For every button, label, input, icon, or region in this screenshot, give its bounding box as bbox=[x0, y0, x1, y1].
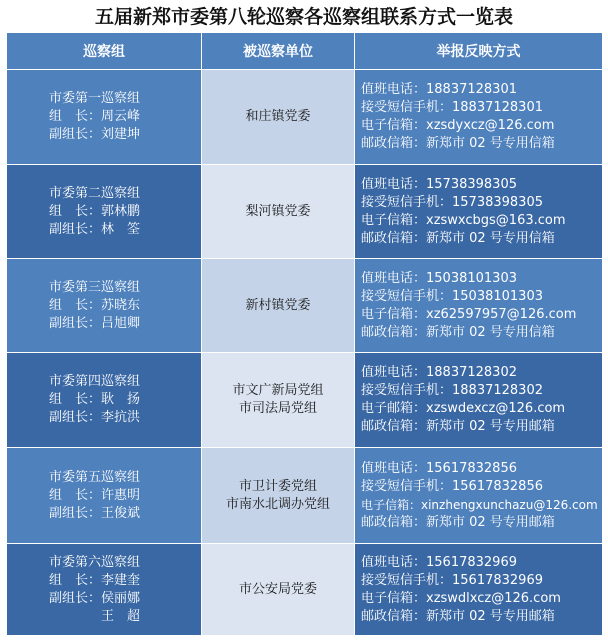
group-deputy: 副组长：李抗洪 bbox=[49, 410, 141, 425]
postal-box: 邮政信箱：新郑市 02 号专用邮箱 bbox=[361, 608, 555, 624]
duty-phone: 值班电话：15038101303 bbox=[361, 270, 517, 286]
table-row bbox=[7, 70, 603, 165]
table-row bbox=[7, 259, 603, 353]
contact-cell bbox=[355, 165, 603, 259]
duty-phone: 值班电话：18837128302 bbox=[361, 365, 517, 380]
group-name: 市委第四巡察组 bbox=[49, 374, 141, 389]
group-cell bbox=[7, 70, 202, 165]
unit-cell bbox=[202, 70, 355, 165]
duty-phone: 值班电话：15617832969 bbox=[361, 554, 517, 570]
unit-name-2: 市司法局党组 bbox=[238, 401, 317, 416]
unit-name: 市公安局党委 bbox=[238, 581, 317, 597]
group-deputy: 副组长：刘建坤 bbox=[49, 127, 141, 142]
page-title: 五届新郑市委第八轮巡察各巡察组联系方式一览表 bbox=[94, 6, 513, 28]
group-deputy: 副组长：王俊斌 bbox=[49, 505, 141, 521]
group-cell bbox=[7, 165, 202, 259]
unit-cell bbox=[202, 165, 355, 259]
sms-phone: 接受短信手机：15038101303 bbox=[361, 288, 543, 304]
group-leader: 组 长：许惠明 bbox=[49, 487, 141, 503]
unit-cell bbox=[202, 448, 355, 544]
group-cell bbox=[7, 353, 202, 448]
unit-name: 和庄镇党委 bbox=[245, 109, 311, 124]
group-leader: 组 长：苏晓东 bbox=[49, 297, 141, 313]
unit-cell bbox=[202, 259, 355, 353]
group-name: 市委第三巡察组 bbox=[49, 279, 141, 295]
sms-phone: 接受短信手机：15617832969 bbox=[361, 572, 543, 588]
duty-phone: 值班电话：15617832856 bbox=[361, 460, 517, 476]
group-cell bbox=[7, 259, 202, 353]
contact-cell bbox=[355, 259, 603, 353]
unit-cell bbox=[202, 353, 355, 448]
group-deputy: 副组长：侯丽娜 bbox=[49, 590, 141, 606]
unit-name: 梨河镇党委 bbox=[245, 203, 311, 219]
contact-cell bbox=[355, 353, 603, 448]
postal-box: 邮政信箱：新郑市 02 号专用信箱 bbox=[361, 136, 555, 151]
duty-phone: 值班电话：18837128301 bbox=[361, 82, 517, 97]
header-inspection-group: 巡察组 bbox=[7, 33, 202, 70]
table-row bbox=[7, 544, 603, 636]
group-deputy-2: 王 超 bbox=[101, 608, 141, 624]
group-leader: 组 长：李建奎 bbox=[49, 572, 141, 588]
unit-name: 市卫计委党组 bbox=[238, 478, 317, 494]
postal-box: 邮政信箱：新郑市 02 号专用邮箱 bbox=[361, 514, 555, 530]
email: 电子信箱：xzswxcbgs@163.com bbox=[361, 212, 566, 228]
table-row bbox=[7, 165, 603, 259]
group-leader: 组 长：周云峰 bbox=[49, 109, 141, 124]
inspection-contact-table bbox=[6, 32, 603, 636]
contact-cell bbox=[355, 448, 603, 544]
group-leader: 组 长：郭林鹏 bbox=[49, 203, 141, 219]
duty-phone: 值班电话：15738398305 bbox=[361, 176, 517, 192]
sms-phone: 接受短信手机：15617832856 bbox=[361, 478, 543, 494]
unit-name-2: 市南水北调办党组 bbox=[225, 496, 330, 512]
email: 电子邮箱：xzswdexcz@126.com bbox=[361, 401, 566, 416]
contact-cell bbox=[355, 544, 603, 636]
sms-phone: 接受短信手机：18837128301 bbox=[361, 100, 543, 115]
email: 电子信箱：xinzhengxunchazu@126.com bbox=[361, 497, 598, 512]
email: 电子信箱：xzswdlxcz@126.com bbox=[361, 590, 561, 606]
email: 电子信箱：xz62597957@126.com bbox=[361, 306, 577, 322]
table-row bbox=[7, 448, 603, 544]
table-row bbox=[7, 353, 603, 448]
group-name: 市委第六巡察组 bbox=[49, 554, 141, 570]
group-deputy: 副组长：林 筌 bbox=[49, 221, 141, 237]
contact-cell bbox=[355, 70, 603, 165]
group-cell bbox=[7, 544, 202, 636]
email: 电子信箱：xzsdyxcz@126.com bbox=[361, 118, 555, 133]
unit-name: 新村镇党委 bbox=[245, 297, 311, 313]
group-cell bbox=[7, 448, 202, 544]
group-leader: 组 长：耿 扬 bbox=[49, 392, 141, 407]
unit-cell bbox=[202, 544, 355, 636]
unit-name: 市文广新局党组 bbox=[232, 383, 324, 398]
table-header-row bbox=[7, 33, 603, 70]
group-name: 市委第五巡察组 bbox=[49, 469, 141, 485]
group-name: 市委第一巡察组 bbox=[49, 91, 141, 106]
sms-phone: 接受短信手机：18837128302 bbox=[361, 383, 543, 398]
group-name: 市委第二巡察组 bbox=[49, 185, 141, 201]
postal-box: 邮政信箱：新郑市 02 号专用信箱 bbox=[361, 324, 555, 340]
sms-phone: 接受短信手机：15738398305 bbox=[361, 194, 543, 210]
group-deputy: 副组长：吕旭卿 bbox=[49, 315, 141, 331]
header-inspected-unit: 被巡察单位 bbox=[202, 33, 355, 70]
postal-box: 邮政信箱：新郑市 02 号专用邮箱 bbox=[361, 419, 555, 434]
postal-box: 邮政信箱：新郑市 02 号专用信箱 bbox=[361, 230, 555, 246]
header-report-method: 举报反映方式 bbox=[355, 33, 603, 70]
